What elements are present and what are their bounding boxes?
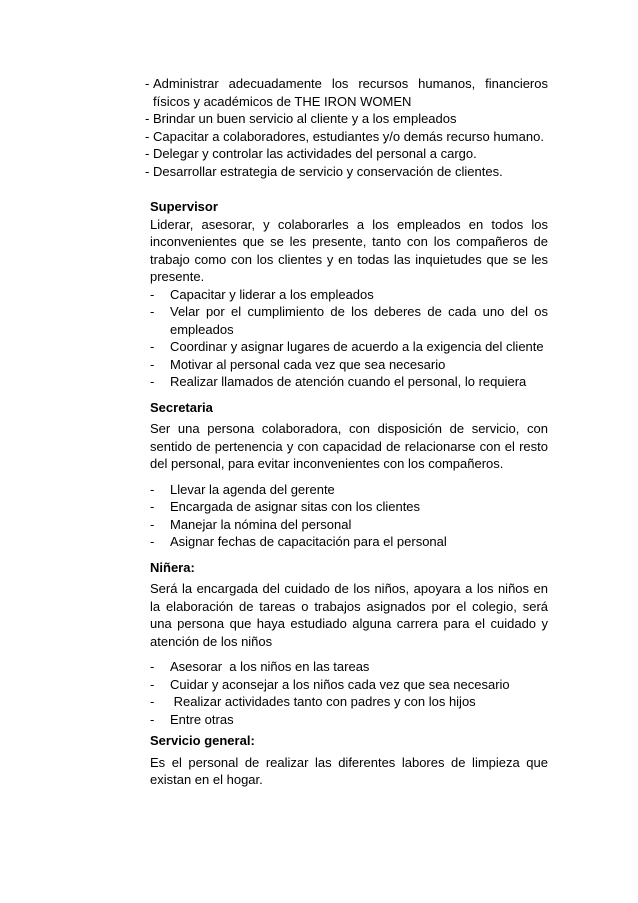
list-item-text: Capacitar y liderar a los empleados: [170, 286, 374, 302]
list-item: [150, 303, 548, 338]
dash-marker: -: [145, 128, 150, 144]
dash-marker: -: [150, 499, 155, 514]
list-item: [145, 128, 548, 146]
dash-marker: -: [150, 356, 155, 372]
list-item-text: Entre otras: [170, 711, 234, 727]
dash-marker: -: [150, 516, 155, 532]
secretaria-duties-list: [150, 481, 548, 551]
list-item: [150, 533, 548, 551]
list-item: [150, 338, 548, 356]
list-item-text: Llevar la agenda del gerente: [170, 481, 335, 497]
dash-marker: -: [145, 163, 150, 179]
list-item: [150, 658, 548, 676]
supervisor-heading: Supervisor: [150, 199, 218, 214]
list-item-text: Administrar adecuadamente los recursos humanos, financieros físicos y académicos de THE IRON WOMEN: [153, 76, 548, 109]
list-item-text: Desarrollar estrategia de servicio y conservación de clientes.: [153, 163, 503, 179]
dash-marker: -: [145, 76, 150, 91]
ninera-description: Será la encargada del cuidado de los niños, apoyara a los niños en la elaboración de tareas o trabajos asignados por el colegio, será una persona que haya estudiado alguna carrera para el cuidado y atención de los niños: [150, 581, 548, 649]
list-item-text: Encargada de asignar sitas con los clientes: [170, 499, 421, 514]
ninera-heading: Niñera:: [150, 559, 195, 575]
dash-marker: -: [145, 146, 150, 161]
list-item: [145, 110, 548, 128]
dash-marker: -: [150, 304, 155, 319]
dash-marker: -: [150, 659, 155, 674]
dash-marker: -: [150, 374, 155, 389]
dash-marker: -: [150, 694, 155, 709]
list-item: [145, 163, 548, 181]
dash-marker: -: [150, 286, 155, 302]
list-item-text: Realizar actividades tanto con padres y con los hijos: [170, 694, 476, 709]
list-item-text: Coordinar y asignar lugares de acuerdo a la exigencia del cliente: [170, 339, 544, 354]
dash-marker: -: [150, 481, 155, 497]
supervisor-duties-list: [150, 286, 548, 391]
list-item: [150, 498, 548, 516]
secretaria-description: Ser una persona colaboradora, con disposición de servicio, con sentido de pertenencia y con capacidad de relacionarse con el resto del personal, para evitar inconvenientes con los compañeros.: [150, 421, 548, 471]
list-item-text: Realizar llamados de atención cuando el personal, lo requiera: [170, 374, 527, 389]
list-item: [150, 711, 548, 729]
list-item: [150, 356, 548, 374]
list-item: [145, 75, 548, 110]
ninera-duties-list: [150, 658, 548, 728]
servicio-general-heading: Servicio general:: [150, 733, 255, 748]
dash-marker: -: [150, 534, 155, 549]
list-item: [145, 145, 548, 163]
secretaria-heading: Secretaria: [150, 399, 213, 415]
list-item-text: Asignar fechas de capacitación para el personal: [170, 534, 447, 549]
list-item-text: Delegar y controlar las actividades del personal a cargo.: [153, 146, 477, 161]
list-item-text: Motivar al personal cada vez que sea necesario: [170, 356, 446, 372]
list-item: [150, 693, 548, 711]
list-item-text: Velar por el cumplimiento de los deberes de cada uno del os empleados: [170, 304, 548, 337]
supervisor-section: [145, 198, 548, 789]
list-item-text: Manejar la nómina del personal: [170, 516, 352, 532]
list-item: [150, 373, 548, 391]
intro-list: [145, 75, 548, 180]
list-item: [150, 286, 548, 304]
list-item-text: Capacitar a colaboradores, estudiantes y/o demás recurso humano.: [153, 128, 544, 144]
list-item-text: Asesorar a los niños en las tareas: [170, 659, 370, 674]
list-item: [150, 676, 548, 694]
list-item-text: Cuidar y aconsejar a los niños cada vez que sea necesario: [170, 676, 510, 692]
supervisor-description: Liderar, asesorar, y colaborarles a los empleados en todos los inconvenientes que se les presente, tanto con los compañeros de trabajo como con los clientes y en todas las inquietudes que se les presente.: [150, 216, 548, 284]
dash-marker: -: [145, 111, 150, 126]
document-page: [145, 75, 548, 789]
servicio-general-description: Es el personal de realizar las diferentes labores de limpieza que existan en el hogar.: [150, 754, 548, 787]
list-item-text: Brindar un buen servicio al cliente y a los empleados: [153, 111, 457, 126]
dash-marker: -: [150, 676, 155, 692]
dash-marker: -: [150, 711, 155, 727]
dash-marker: -: [150, 339, 155, 354]
list-item: [150, 481, 548, 499]
list-item: [150, 516, 548, 534]
